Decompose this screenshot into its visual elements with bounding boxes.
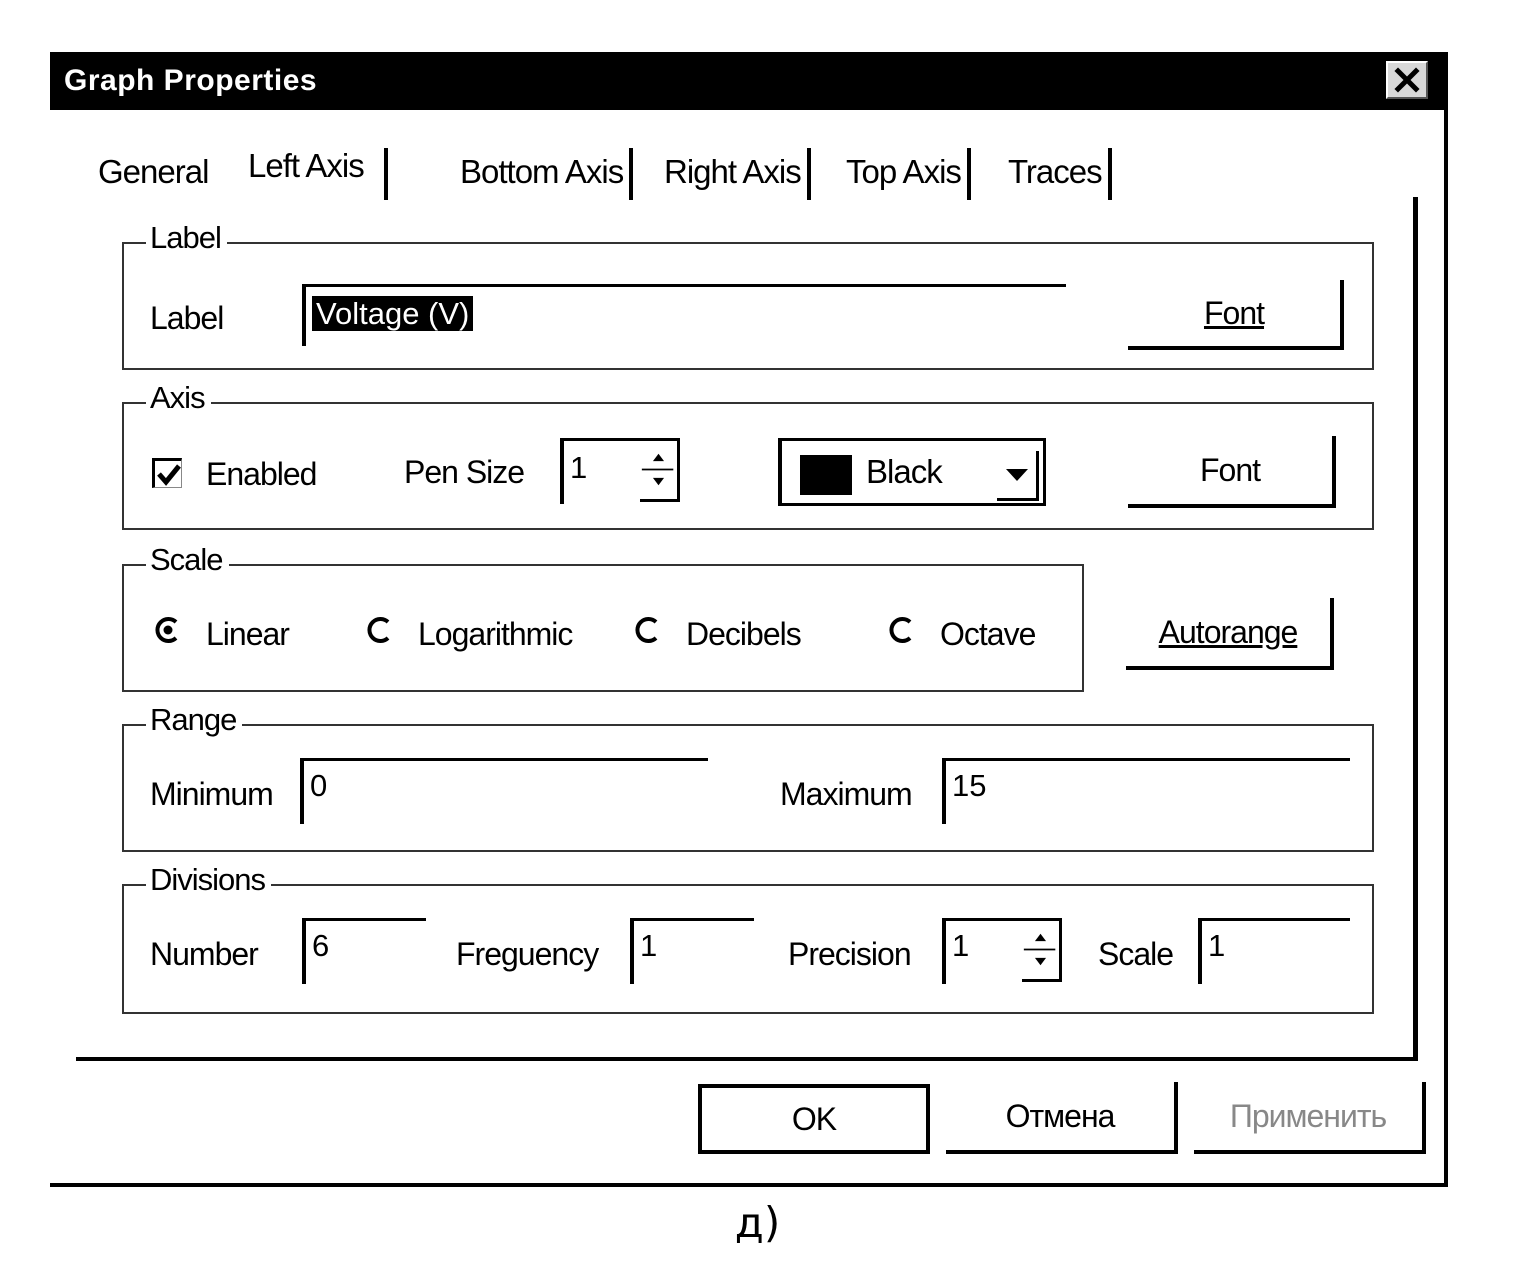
spin-arrows-icon [640, 440, 677, 499]
divisions-group-title: Divisions [146, 862, 271, 898]
close-icon [1394, 67, 1420, 93]
maximum-value: 15 [952, 768, 987, 803]
radio-empty-icon [888, 616, 916, 644]
radio-linear-label: Linear [206, 616, 289, 652]
maximum-label: Maximum [780, 776, 912, 812]
range-group-title: Range [146, 702, 242, 738]
scale-group-title: Scale [146, 542, 229, 578]
radio-octave-label: Octave [940, 616, 1036, 652]
radio-logarithmic[interactable] [366, 616, 394, 644]
label-group-title: Label [146, 220, 227, 256]
pen-size-spinner[interactable] [640, 440, 680, 502]
tab-top-axis-label: Top Axis [846, 153, 961, 190]
pen-size-label: Pen Size [404, 454, 525, 490]
axis-group-title: Axis [146, 380, 211, 416]
title-bar[interactable] [50, 52, 1444, 110]
radio-logarithmic-label: Logarithmic [418, 616, 573, 652]
panel-edge [76, 1057, 1418, 1061]
tab-general[interactable] [98, 144, 208, 200]
label-font-button[interactable] [1128, 280, 1344, 350]
radio-empty-icon [366, 616, 394, 644]
autorange-button[interactable] [1126, 598, 1334, 670]
enabled-label: Enabled [206, 456, 317, 492]
radio-selected-icon [154, 616, 182, 644]
apply-button-label: Применить [1229, 1097, 1387, 1134]
tab-general-label: General [98, 153, 209, 190]
tab-separator [967, 148, 971, 200]
cancel-button[interactable] [946, 1082, 1178, 1154]
figure-caption: д) [734, 1198, 781, 1247]
divisions-group [122, 862, 1374, 1014]
scale-label: Scale [1098, 936, 1174, 972]
radio-decibels-label: Decibels [686, 616, 801, 652]
frequency-value: 1 [640, 928, 658, 963]
precision-label: Precision [788, 936, 911, 972]
label-caption: Label [150, 300, 224, 336]
radio-linear[interactable] [154, 616, 182, 644]
precision-spinner[interactable] [1022, 920, 1062, 982]
tab-right-axis-label: Right Axis [664, 153, 801, 190]
label-input-value: Voltage (V) [312, 296, 473, 331]
spin-arrows-icon [1022, 920, 1059, 979]
frequency-input[interactable] [630, 918, 754, 984]
minimum-value: 0 [310, 768, 328, 803]
minimum-label: Minimum [150, 776, 273, 812]
tab-top-axis[interactable] [846, 144, 961, 200]
color-swatch [800, 455, 852, 495]
tab-bottom-axis-label: Bottom Axis [460, 153, 624, 190]
maximum-input[interactable] [942, 758, 1350, 824]
scale-input[interactable] [1198, 918, 1350, 984]
cancel-button-label: Отмена [1005, 1097, 1115, 1134]
label-group [122, 220, 1374, 370]
tab-separator [629, 148, 633, 200]
axis-font-button-label: Font [1199, 451, 1261, 488]
pen-size-value: 1 [570, 450, 588, 485]
chevron-down-icon [1004, 467, 1030, 483]
number-value: 6 [312, 928, 330, 963]
label-input[interactable] [302, 284, 1066, 346]
range-group [122, 702, 1374, 852]
radio-decibels[interactable] [634, 616, 662, 644]
label-font-button-label: Font [1203, 294, 1265, 331]
number-input[interactable] [302, 918, 426, 984]
autorange-button-label: Autorange [1158, 613, 1298, 650]
axis-group [122, 380, 1374, 530]
apply-button[interactable] [1194, 1082, 1426, 1154]
tab-right-axis[interactable] [664, 144, 801, 200]
tab-traces-label: Traces [1008, 153, 1102, 190]
tab-separator [807, 148, 811, 200]
axis-font-button[interactable] [1128, 436, 1336, 508]
scale-value: 1 [1208, 928, 1226, 963]
checkmark-icon [155, 461, 183, 489]
tab-traces[interactable] [1008, 144, 1102, 200]
dropdown-button[interactable] [997, 451, 1039, 501]
graph-properties-dialog [50, 52, 1448, 1187]
tab-separator [1108, 148, 1112, 200]
ok-button[interactable] [698, 1084, 930, 1154]
minimum-input[interactable] [300, 758, 708, 824]
tab-separator [384, 148, 388, 200]
ok-button-label: OK [791, 1100, 837, 1137]
axis-color-select[interactable] [778, 438, 1046, 506]
scale-group [122, 542, 1084, 692]
tab-left-axis[interactable] [248, 138, 364, 194]
tab-bottom-axis[interactable] [460, 144, 623, 200]
radio-octave[interactable] [888, 616, 916, 644]
tab-left-axis-label: Left Axis [248, 147, 364, 184]
number-label: Number [150, 936, 258, 972]
enabled-checkbox[interactable] [152, 458, 182, 488]
radio-empty-icon [634, 616, 662, 644]
precision-value: 1 [952, 928, 970, 963]
frequency-label: Freguency [456, 936, 599, 972]
window-title: Graph Properties [64, 64, 318, 97]
panel-edge [1413, 197, 1418, 1059]
axis-color-value: Black [866, 453, 942, 490]
close-button[interactable] [1386, 61, 1428, 99]
